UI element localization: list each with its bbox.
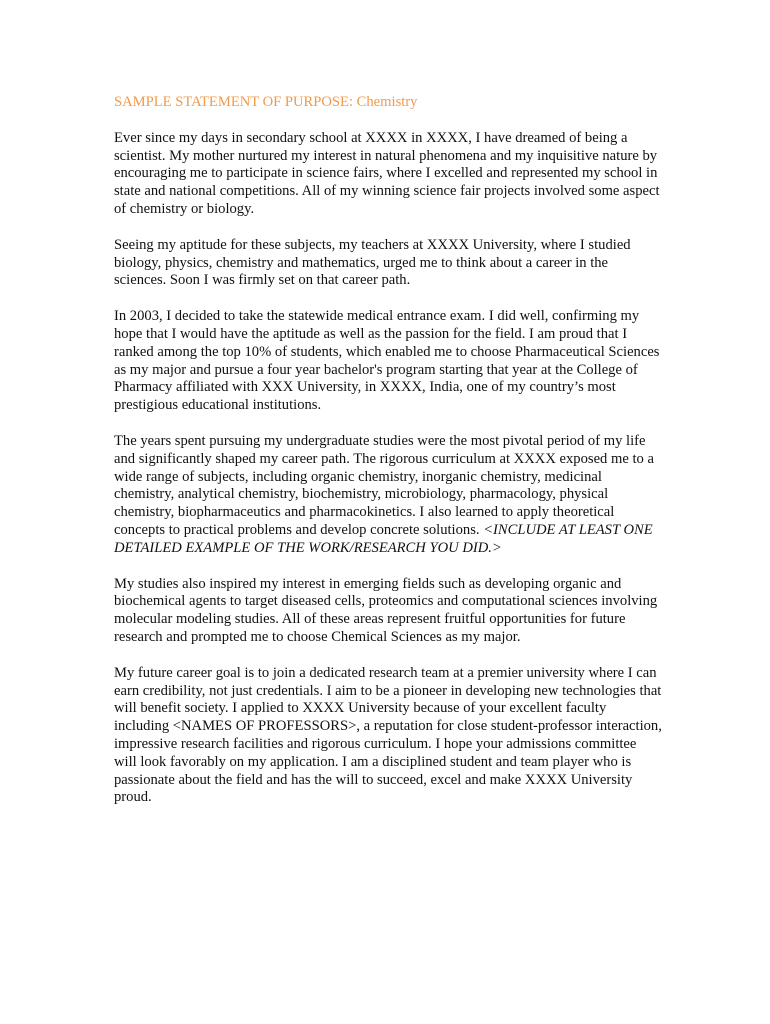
paragraph-text: My future career goal is to join a dedicated research team at a premier university where I can earn credibility, not just credentials. I aim to be a pioneer in developing new technologies that will benefit society. I applied to XXXX University because of your excellent faculty including <NAMES OF PROFESSORS>, a reputation for close student-professor interaction, impressive research facilities and rigorous curriculum. I hope your admissions committee will look favorably on my application. I am a disciplined student and team player who is passionate about the field and has the will to succeed, excel and make XXXX University proud. [114,664,662,806]
paragraph-emerging-fields [114,576,662,647]
paragraph-text: The years spent pursuing my undergraduate studies were the most pivotal period of my life and significantly shaped my career path. The rigorous curriculum at XXXX exposed me to a wide range of subjects, including organic chemistry, inorganic chemistry, medicinal chemistry, analytical chemistry, biochemistry, microbiology, pharmacology, physical chemistry, biopharmaceutics and pharmacokinetics. I also learned to apply theoretical concepts to practical problems and develop concrete solutions. [114,432,654,538]
paragraph-placeholder-italic: <INCLUDE AT LEAST ONE DETAILED EXAMPLE OF THE WORK/RESEARCH YOU DID.> [114,521,653,556]
document-title: SAMPLE STATEMENT OF PURPOSE: Chemistry [114,94,418,110]
document-page [114,94,662,807]
paragraph-aptitude [114,237,662,290]
paragraph-text: My studies also inspired my interest in emerging fields such as developing organic and biochemical agents to target diseased cells, proteomics and computational sciences involving molecular modeling studies. All of these areas represent fruitful opportunities for future research and prompted me to choose Chemical Sciences as my major. [114,575,658,645]
paragraph-undergraduate [114,433,662,558]
paragraph-entrance-exam [114,308,662,415]
paragraph-career-goal [114,665,662,807]
paragraph-childhood [114,130,662,219]
paragraph-text: Seeing my aptitude for these subjects, my teachers at XXXX University, where I studied biology, physics, chemistry and mathematics, urged me to think about a career in the sciences. Soon I was firmly set on that career path. [114,236,631,289]
paragraph-text: Ever since my days in secondary school at XXXX in XXXX, I have dreamed of being a scientist. My mother nurtured my interest in natural phenomena and my inquisitive nature by encouraging me to participate in science fairs, where I excelled and represented my school in state and national competitions. All of my winning science fair projects involved some aspect of chemistry or biology. [114,129,660,217]
paragraph-text: In 2003, I decided to take the statewide medical entrance exam. I did well, confirming my hope that I would have the aptitude as well as the passion for the field. I am proud that I ranked among the top 10% of students, which enabled me to choose Pharmaceutical Sciences as my major and pursue a four year bachelor's program starting that year at the College of Pharmacy affiliated with XXX University, in XXXX, India, one of my country’s most prestigious educational institutions. [114,308,660,414]
